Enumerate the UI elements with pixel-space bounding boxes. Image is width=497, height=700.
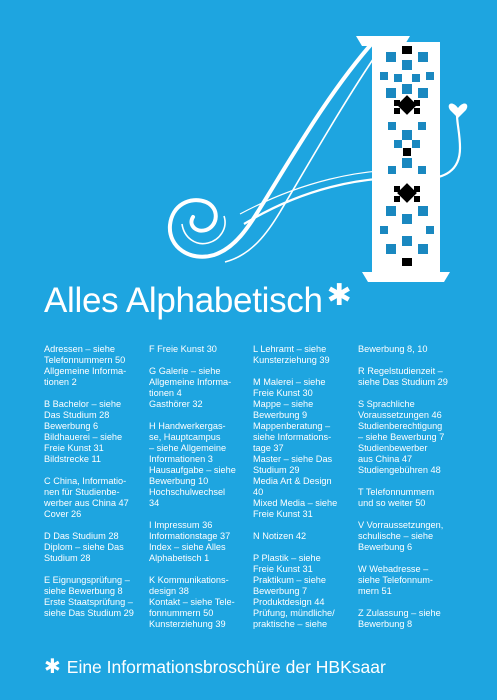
asterisk-icon: ✱ — [44, 656, 61, 678]
index-entry: B Bachelor – siehe Das Studium 28 Bewerbung 6 Bildhauerei – siehe Freie Kunst 31 Bildstrecke 11 — [44, 399, 123, 464]
index-entry: P Plastik – siehe Freie Kunst 31 Praktikum – siehe Bewerbung 7 Produktdesign 44 Prüfung, mündliche/ praktische – siehe — [253, 553, 335, 629]
index-column-3 — [253, 344, 353, 641]
index-entry: V Vorraussetzungen, schulische – siehe Bewerbung 6 — [358, 520, 444, 552]
index-entry: N Notizen 42 — [253, 531, 307, 541]
index-entry: Z Zulassung – siehe Bewerbung 8 — [358, 608, 441, 629]
index-entry: R Regelstudienzeit – siehe Das Studium 29 — [358, 366, 448, 387]
index-entry: Bewerbung 8, 10 — [358, 344, 428, 354]
index-column-1 — [44, 344, 144, 630]
index-column-4 — [358, 344, 468, 641]
index-entry: I Impressum 36 Informationstage 37 Index – siehe Alles Alphabetisch 1 — [149, 520, 231, 563]
index-entry: K Kommunikations- design 38 Kontakt – siehe Tele- fonnummern 50 Kunsterziehung 39 — [149, 575, 235, 629]
asterisk-icon: ✱ — [326, 279, 352, 312]
index-entry: S Sprachliche Voraussetzungen 46 Studienberechtigung – siehe Bewerbung 7 Studienbewerber aus China 47 Studiengebühren 48 — [358, 399, 445, 475]
index-entry: F Freie Kunst 30 — [149, 344, 217, 354]
index-entry: G Galerie – siehe Allgemeine Informa- tionen 4 Gasthörer 32 — [149, 366, 232, 409]
index-entry: T Telefonnummern und so weiter 50 — [358, 487, 435, 508]
footer-tagline — [44, 654, 386, 679]
index-entry: W Webadresse – siehe Telefonnum- mern 51 — [358, 564, 433, 596]
index-entry: E Eignungsprüfung – siehe Bewerbung 8 Erste Staatsprüfung – siehe Das Studium 29 — [44, 575, 134, 618]
index-entry: L Lehramt – siehe Kunsterziehung 39 — [253, 344, 330, 365]
index-column-2 — [149, 344, 249, 641]
index-entry: C China, Informatio- nen für Studienbe- werber aus China 47 Cover 26 — [44, 476, 129, 519]
index-entry: D Das Studium 28 Diplom – siehe Das Studium 28 — [44, 531, 124, 563]
index-entry: Adressen – siehe Telefonnummern 50 Allgemeine Informa- tionen 2 — [44, 344, 127, 387]
footer-text: Eine Informationsbroschüre der HBKsaar — [66, 657, 386, 677]
title-text: Alles Alphabetisch — [44, 281, 323, 320]
index-entry: H Handwerkergas- se, Hauptcampus – siehe Allgemeine Informationen 3 Hausaufgabe – siehe Bewerbung 10 Hochschulwechsel 34 — [149, 421, 236, 508]
page-title — [44, 279, 352, 320]
decorative-letter-a-illustration — [0, 0, 497, 300]
index-entry: M Malerei – siehe Freie Kunst 30 Mappe – siehe Bewerbung 9 Mappenberatung – siehe Informations- tage 37 Master – siehe Das Studium 29 Media Art & Design 40 Mixed Media – siehe Freie Kunst 31 — [253, 377, 338, 519]
